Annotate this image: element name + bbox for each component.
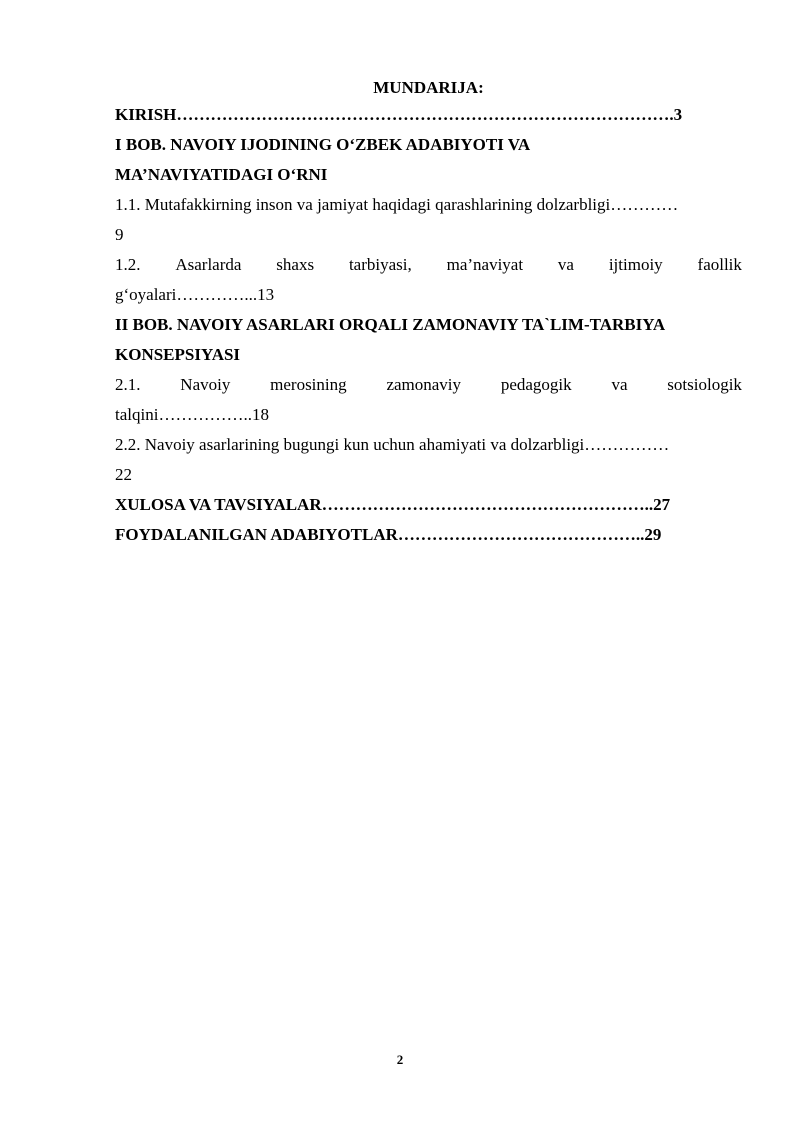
toc-entry-2-1-line2: talqini……………..18 <box>115 405 269 424</box>
toc-word: Asarlarda <box>175 255 242 274</box>
toc-title: MUNDARIJA: <box>373 78 484 97</box>
toc-word: va <box>557 255 574 274</box>
toc-entry-1-1-line2: 9 <box>115 225 124 244</box>
toc-word: zamonaviy <box>386 375 462 394</box>
table-of-contents <box>115 76 742 550</box>
toc-entry-xulosa: XULOSA VA TAVSIYALAR…………………………………………………..27 <box>115 495 671 514</box>
toc-word: Navoiy <box>180 375 231 394</box>
toc-entry-2-2-line1: 2.2. Navoiy asarlarining bugungi kun uchun ahamiyati va dolzarbligi…………… <box>115 435 670 454</box>
toc-word: sotsiologik <box>667 375 742 394</box>
toc-word: shaxs <box>276 255 315 274</box>
toc-entry-bob2-line2: KONSEPSIYASI <box>115 345 241 364</box>
toc-entry-kirish: KIRISH…………………………………………………………………………….3 <box>115 105 683 124</box>
toc-word: ijtimoiy <box>608 255 663 274</box>
toc-entry-1-1-line1: 1.1. Mutafakkirning inson va jamiyat haqidagi qarashlarining dolzarbligi………… <box>115 195 679 214</box>
toc-word: va <box>611 375 628 394</box>
toc-word: 2.1. <box>115 375 141 394</box>
page-number: 2 <box>396 1052 404 1067</box>
toc-word: ma’naviyat <box>446 255 524 274</box>
toc-entry-2-1-line1 <box>115 370 742 400</box>
toc-entry-bob2-line1: II BOB. NAVOIY ASARLARI ORQALI ZAMONAVIY TA`LIM-TARBIYA <box>115 315 666 334</box>
toc-word: faollik <box>697 255 742 274</box>
toc-entry-2-2-line2: 22 <box>115 465 132 484</box>
toc-word: merosining <box>270 375 347 394</box>
toc-entry-bob1-line1: I BOB. NAVOIY IJODINING O‘ZBEK ADABIYOTI VA <box>115 135 531 154</box>
toc-entry-foydalanilgan: FOYDALANILGAN ADABIYOTLAR……………………………………..29 <box>115 525 662 544</box>
toc-entry-bob1-line2: MA’NAVIYATIDAGI O‘RNI <box>115 165 328 184</box>
toc-word: pedagogik <box>500 375 572 394</box>
toc-word: 1.2. <box>115 255 141 274</box>
toc-entry-1-2-line2: g‘oyalari…………...13 <box>115 285 275 304</box>
toc-entry-1-2-line1 <box>115 250 742 280</box>
toc-word: tarbiyasi, <box>348 255 412 274</box>
